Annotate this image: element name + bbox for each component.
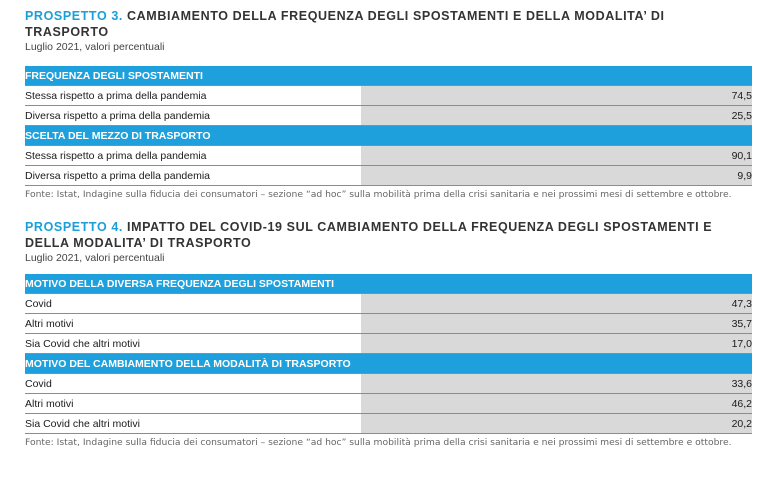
row-label: Covid [25,294,361,314]
prospetto-3-number: PROSPETTO 3. [25,9,123,23]
row-value: 90,1 [361,146,752,166]
section-header-row [25,354,752,374]
prospetto-4-source: Fonte: Istat, Indagine sulla fiducia dei consumatori – sezione “ad hoc” sulla mobilità prima della crisi sanitaria e nei prossimi mesi di settembre e ottobre. [25,437,732,448]
prospetto-3-title-text: CAMBIAMENTO DELLA FREQUENZA DEGLI SPOSTAMENTI E DELLA MODALITA’ DI TRASPORTO [25,9,665,39]
prospetto-4-number: PROSPETTO 4. [25,220,123,234]
table-row [25,374,752,394]
row-label: Sia Covid che altri motivi [25,334,361,354]
table-row [25,86,752,106]
section-header: MOTIVO DEL CAMBIAMENTO DELLA MODALITÀ DI TRASPORTO [25,354,752,374]
prospetto-4-title [25,219,752,251]
table-row [25,414,752,434]
prospetto-3-table [25,66,752,186]
row-label: Stessa rispetto a prima della pandemia [25,146,361,166]
row-label: Altri motivi [25,394,361,414]
table-row [25,314,752,334]
section-header: FREQUENZA DEGLI SPOSTAMENTI [25,66,752,86]
table-row [25,106,752,126]
table-row [25,146,752,166]
section-header-row [25,126,752,146]
prospetto-3-title [25,8,752,40]
row-value: 25,5 [361,106,752,126]
row-label: Diversa rispetto a prima della pandemia [25,166,361,186]
row-value: 35,7 [361,314,752,334]
row-label: Altri motivi [25,314,361,334]
table-row [25,394,752,414]
row-value: 9,9 [361,166,752,186]
table-row [25,294,752,314]
table-row [25,334,752,354]
section-header-row [25,274,752,294]
row-value: 74,5 [361,86,752,106]
row-value: 33,6 [361,374,752,394]
row-label: Covid [25,374,361,394]
document-page [25,8,752,449]
table-row [25,166,752,186]
prospetto-3-source: Fonte: Istat, Indagine sulla fiducia dei consumatori – sezione “ad hoc” sulla mobilità prima della crisi sanitaria e nei prossimi mesi di settembre e ottobre. [25,189,732,200]
row-value: 47,3 [361,294,752,314]
row-label: Sia Covid che altri motivi [25,414,361,434]
row-value: 20,2 [361,414,752,434]
section-header: MOTIVO DELLA DIVERSA FREQUENZA DEGLI SPOSTAMENTI [25,274,752,294]
section-header: SCELTA DEL MEZZO DI TRASPORTO [25,126,752,146]
row-label: Stessa rispetto a prima della pandemia [25,86,361,106]
row-value: 46,2 [361,394,752,414]
prospetto-4-table [25,274,752,434]
section-header-row [25,66,752,86]
prospetto-4-title-text: IMPATTO DEL COVID-19 SUL CAMBIAMENTO DELLA FREQUENZA DEGLI SPOSTAMENTI E DELLA MODALITA’ DI TRASPORTO [25,220,713,250]
prospetto-4-subtitle: Luglio 2021, valori percentuali [25,252,165,264]
row-label: Diversa rispetto a prima della pandemia [25,106,361,126]
prospetto-3-subtitle: Luglio 2021, valori percentuali [25,41,165,53]
row-value: 17,0 [361,334,752,354]
